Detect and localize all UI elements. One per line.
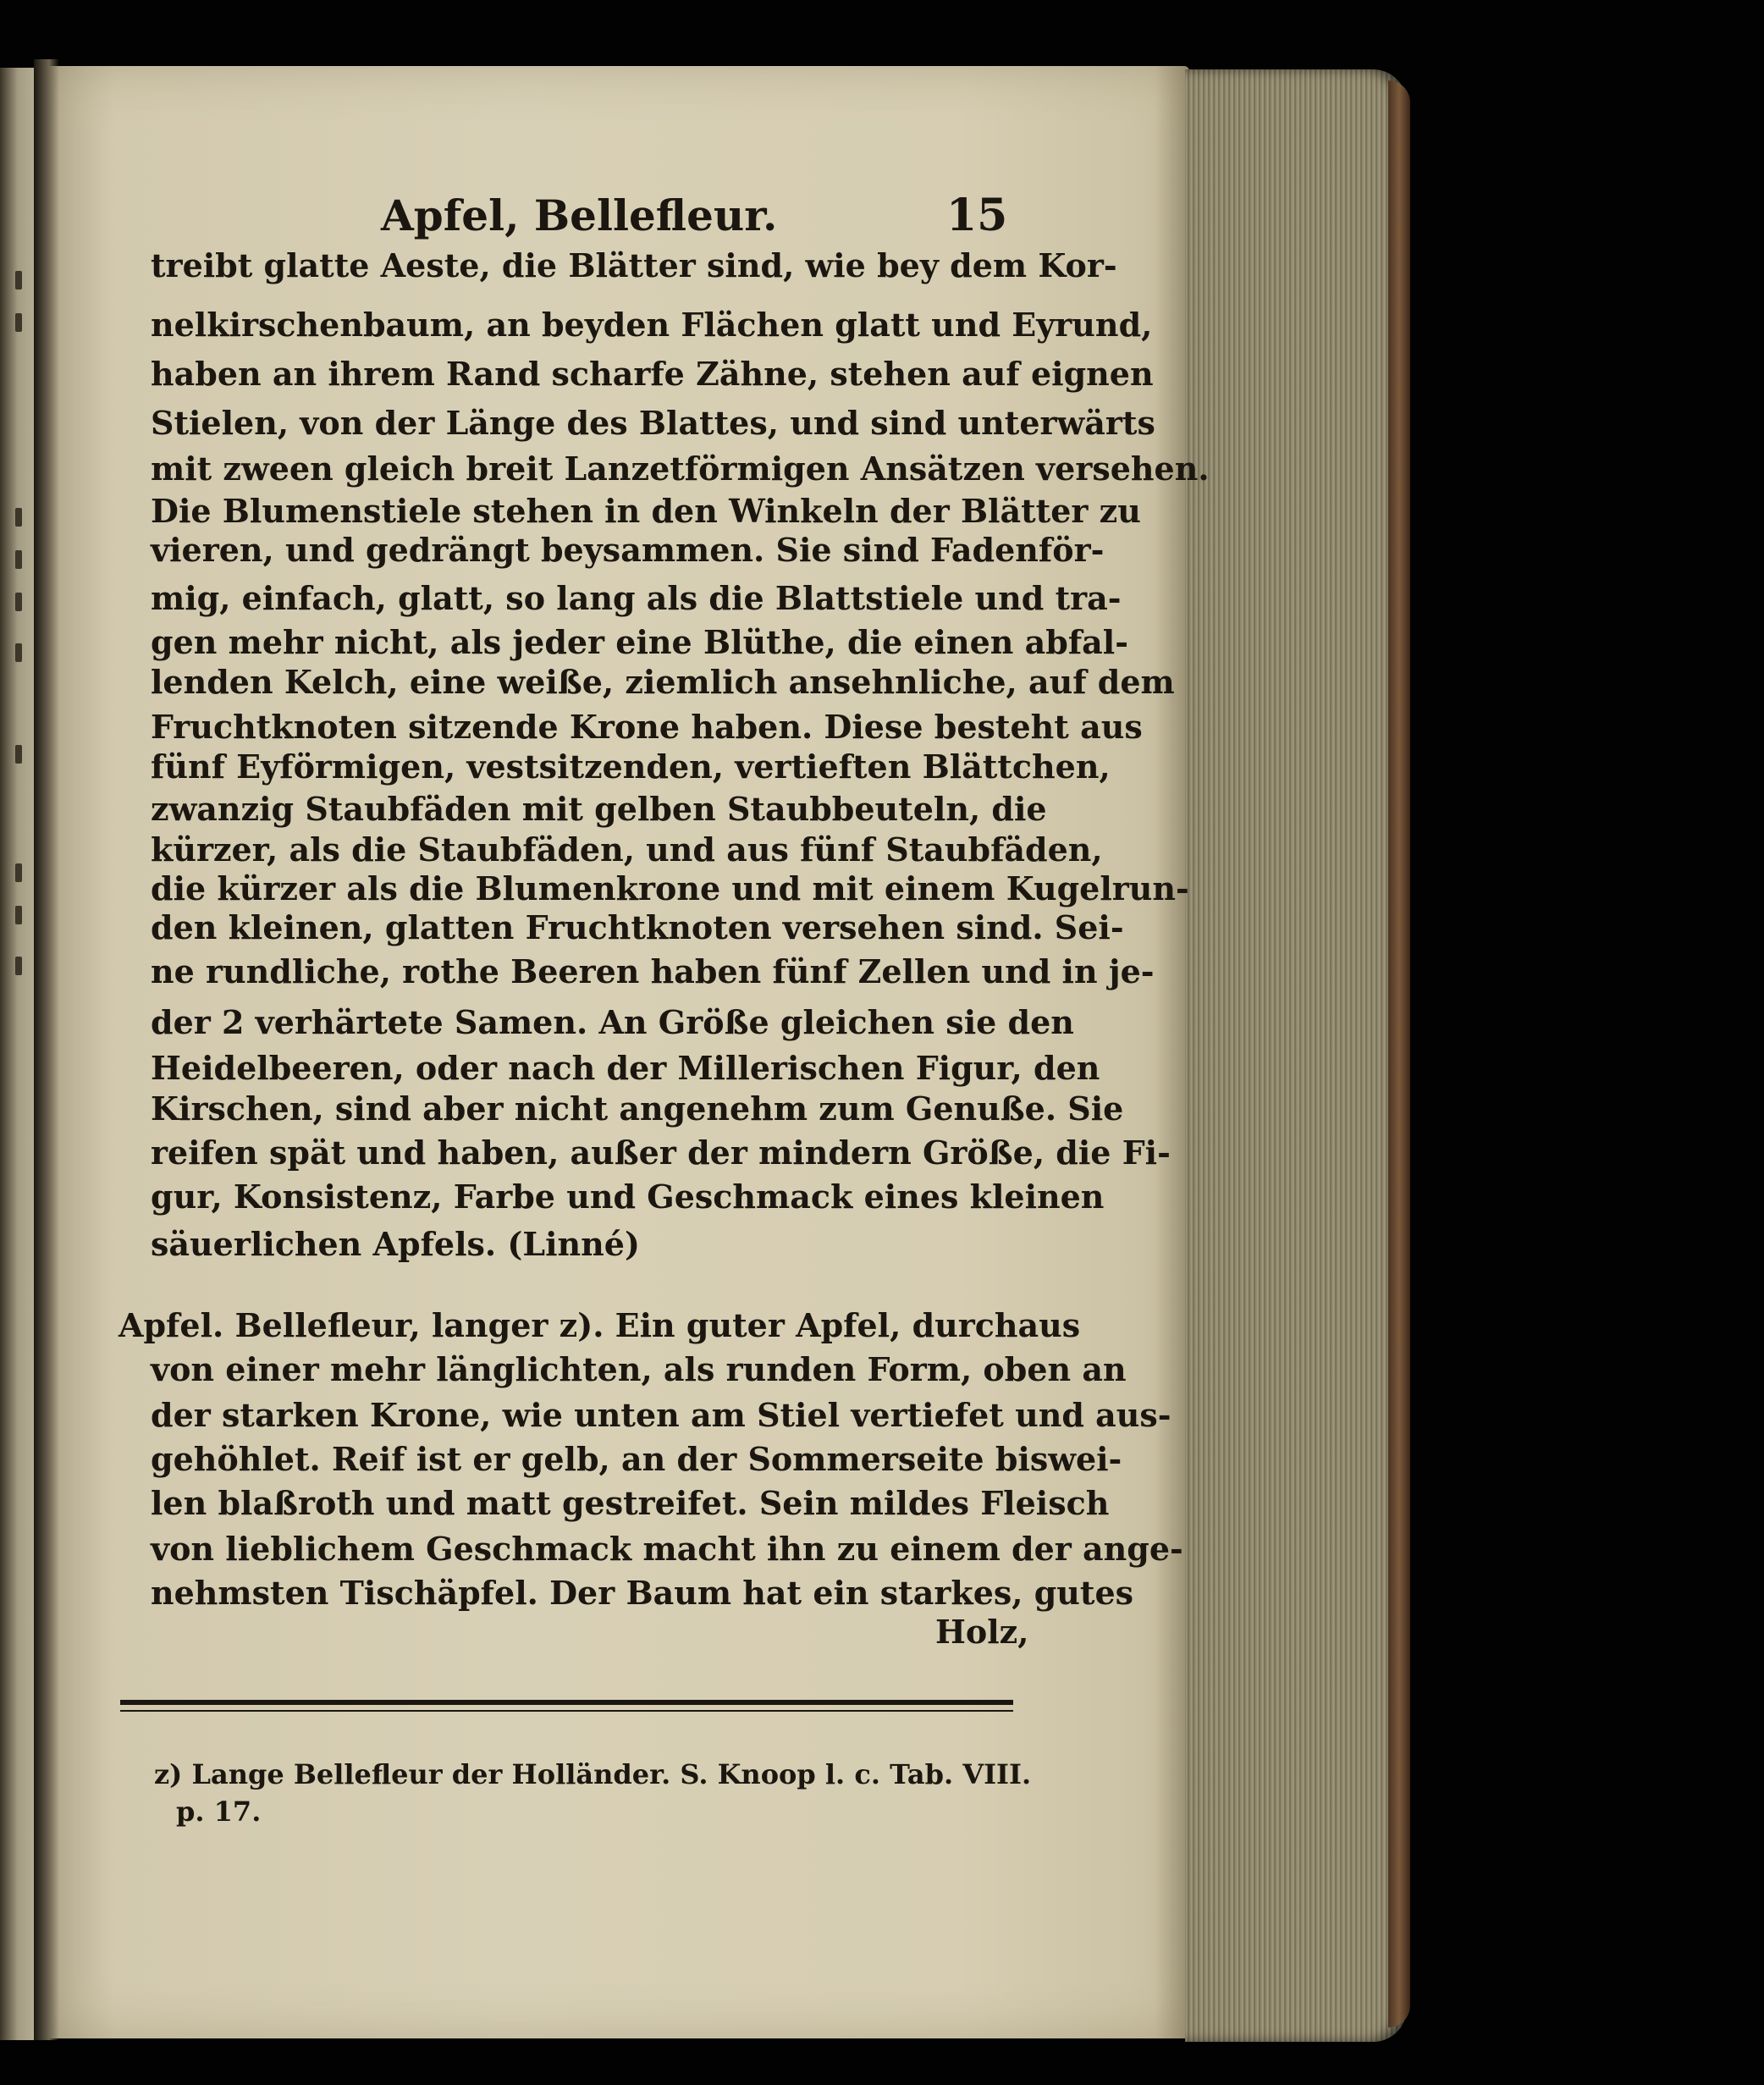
text-line: Heidelbeeren, oder nach der Millerischen Figur, den — [151, 1049, 1100, 1087]
text-line: der 2 verhärtete Samen. An Größe gleichen sie den — [151, 1003, 1074, 1041]
text-line: treibt glatte Aeste, die Blätter sind, wie bey dem Kor- — [151, 246, 1117, 284]
text-line: die kürzer als die Blumenkrone und mit einem Kugelrun- — [151, 869, 1189, 907]
text-line: nelkirschenbaum, an beyden Flächen glatt und Eyrund, — [151, 306, 1153, 344]
text-line: Fruchtknoten sitzende Krone haben. Diese besteht aus — [151, 708, 1143, 746]
text-line: von einer mehr länglichten, als runden Form, oben an — [151, 1350, 1127, 1388]
text-line: gur, Konsistenz, Farbe und Geschmack eines kleinen — [151, 1178, 1105, 1216]
footnote-line: p. 17. — [176, 1795, 262, 1828]
text-line: gen mehr nicht, als jeder eine Blüthe, die einen abfal- — [151, 623, 1129, 661]
footnote-rule — [120, 1700, 1013, 1705]
text-line: Stielen, von der Länge des Blattes, und sind unterwärts — [151, 404, 1155, 442]
text-line: lenden Kelch, eine weiße, ziemlich ansehnliche, auf dem — [151, 663, 1175, 701]
text-line: fünf Eyförmigen, vestsitzenden, vertieften Blättchen, — [151, 747, 1111, 786]
text-line: säuerlichen Apfels. (Linné) — [151, 1225, 640, 1263]
text-line: gehöhlet. Reif ist er gelb, an der Sommerseite biswei- — [151, 1440, 1122, 1478]
text-line: von lieblichem Geschmack macht ihn zu einem der ange- — [151, 1530, 1183, 1568]
text-line: der starken Krone, wie unten am Stiel vertiefet und aus- — [151, 1396, 1171, 1434]
text-line: kürzer, als die Staubfäden, und aus fünf Staubfäden, — [151, 830, 1103, 869]
text-line: len blaßroth und matt gestreifet. Sein mildes Fleisch — [151, 1484, 1110, 1522]
text-line: Kirschen, sind aber nicht angenehm zum Genuße. Sie — [151, 1089, 1124, 1128]
text-line: reifen spät und haben, außer der mindern Größe, die Fi- — [151, 1134, 1171, 1172]
footnote-rule-thin — [120, 1710, 1013, 1712]
page-number: 15 — [946, 190, 1008, 241]
running-title: Apfel, Bellefleur. — [381, 190, 778, 240]
text-line: mig, einfach, glatt, so lang als die Blattstiele und tra- — [151, 579, 1122, 617]
catchword: Holz, — [935, 1613, 1029, 1651]
text-line: Die Blumenstiele stehen in den Winkeln der Blätter zu — [151, 492, 1141, 530]
text-line: mit zween gleich breit Lanzetförmigen Ansätzen versehen. — [151, 450, 1210, 488]
text-line: nehmsten Tischäpfel. Der Baum hat ein starkes, gutes — [151, 1574, 1134, 1612]
footnote-line: z) Lange Bellefleur der Holländer. S. Knoop l. c. Tab. VIII. — [154, 1758, 1032, 1790]
text-line: haben an ihrem Rand scharfe Zähne, stehen auf eignen — [151, 355, 1154, 393]
entry-heading-line: Apfel. Bellefleur, langer z). Ein guter Apfel, durchaus — [119, 1306, 1081, 1344]
text-line: den kleinen, glatten Fruchtknoten versehen sind. Sei- — [151, 908, 1124, 946]
text-line: zwanzig Staubfäden mit gelben Staubbeuteln, die — [151, 790, 1047, 828]
text-line: ne rundliche, rothe Beeren haben fünf Zellen und in je- — [151, 952, 1155, 990]
text-line: vieren, und gedrängt beysammen. Sie sind Fadenför- — [151, 531, 1105, 569]
